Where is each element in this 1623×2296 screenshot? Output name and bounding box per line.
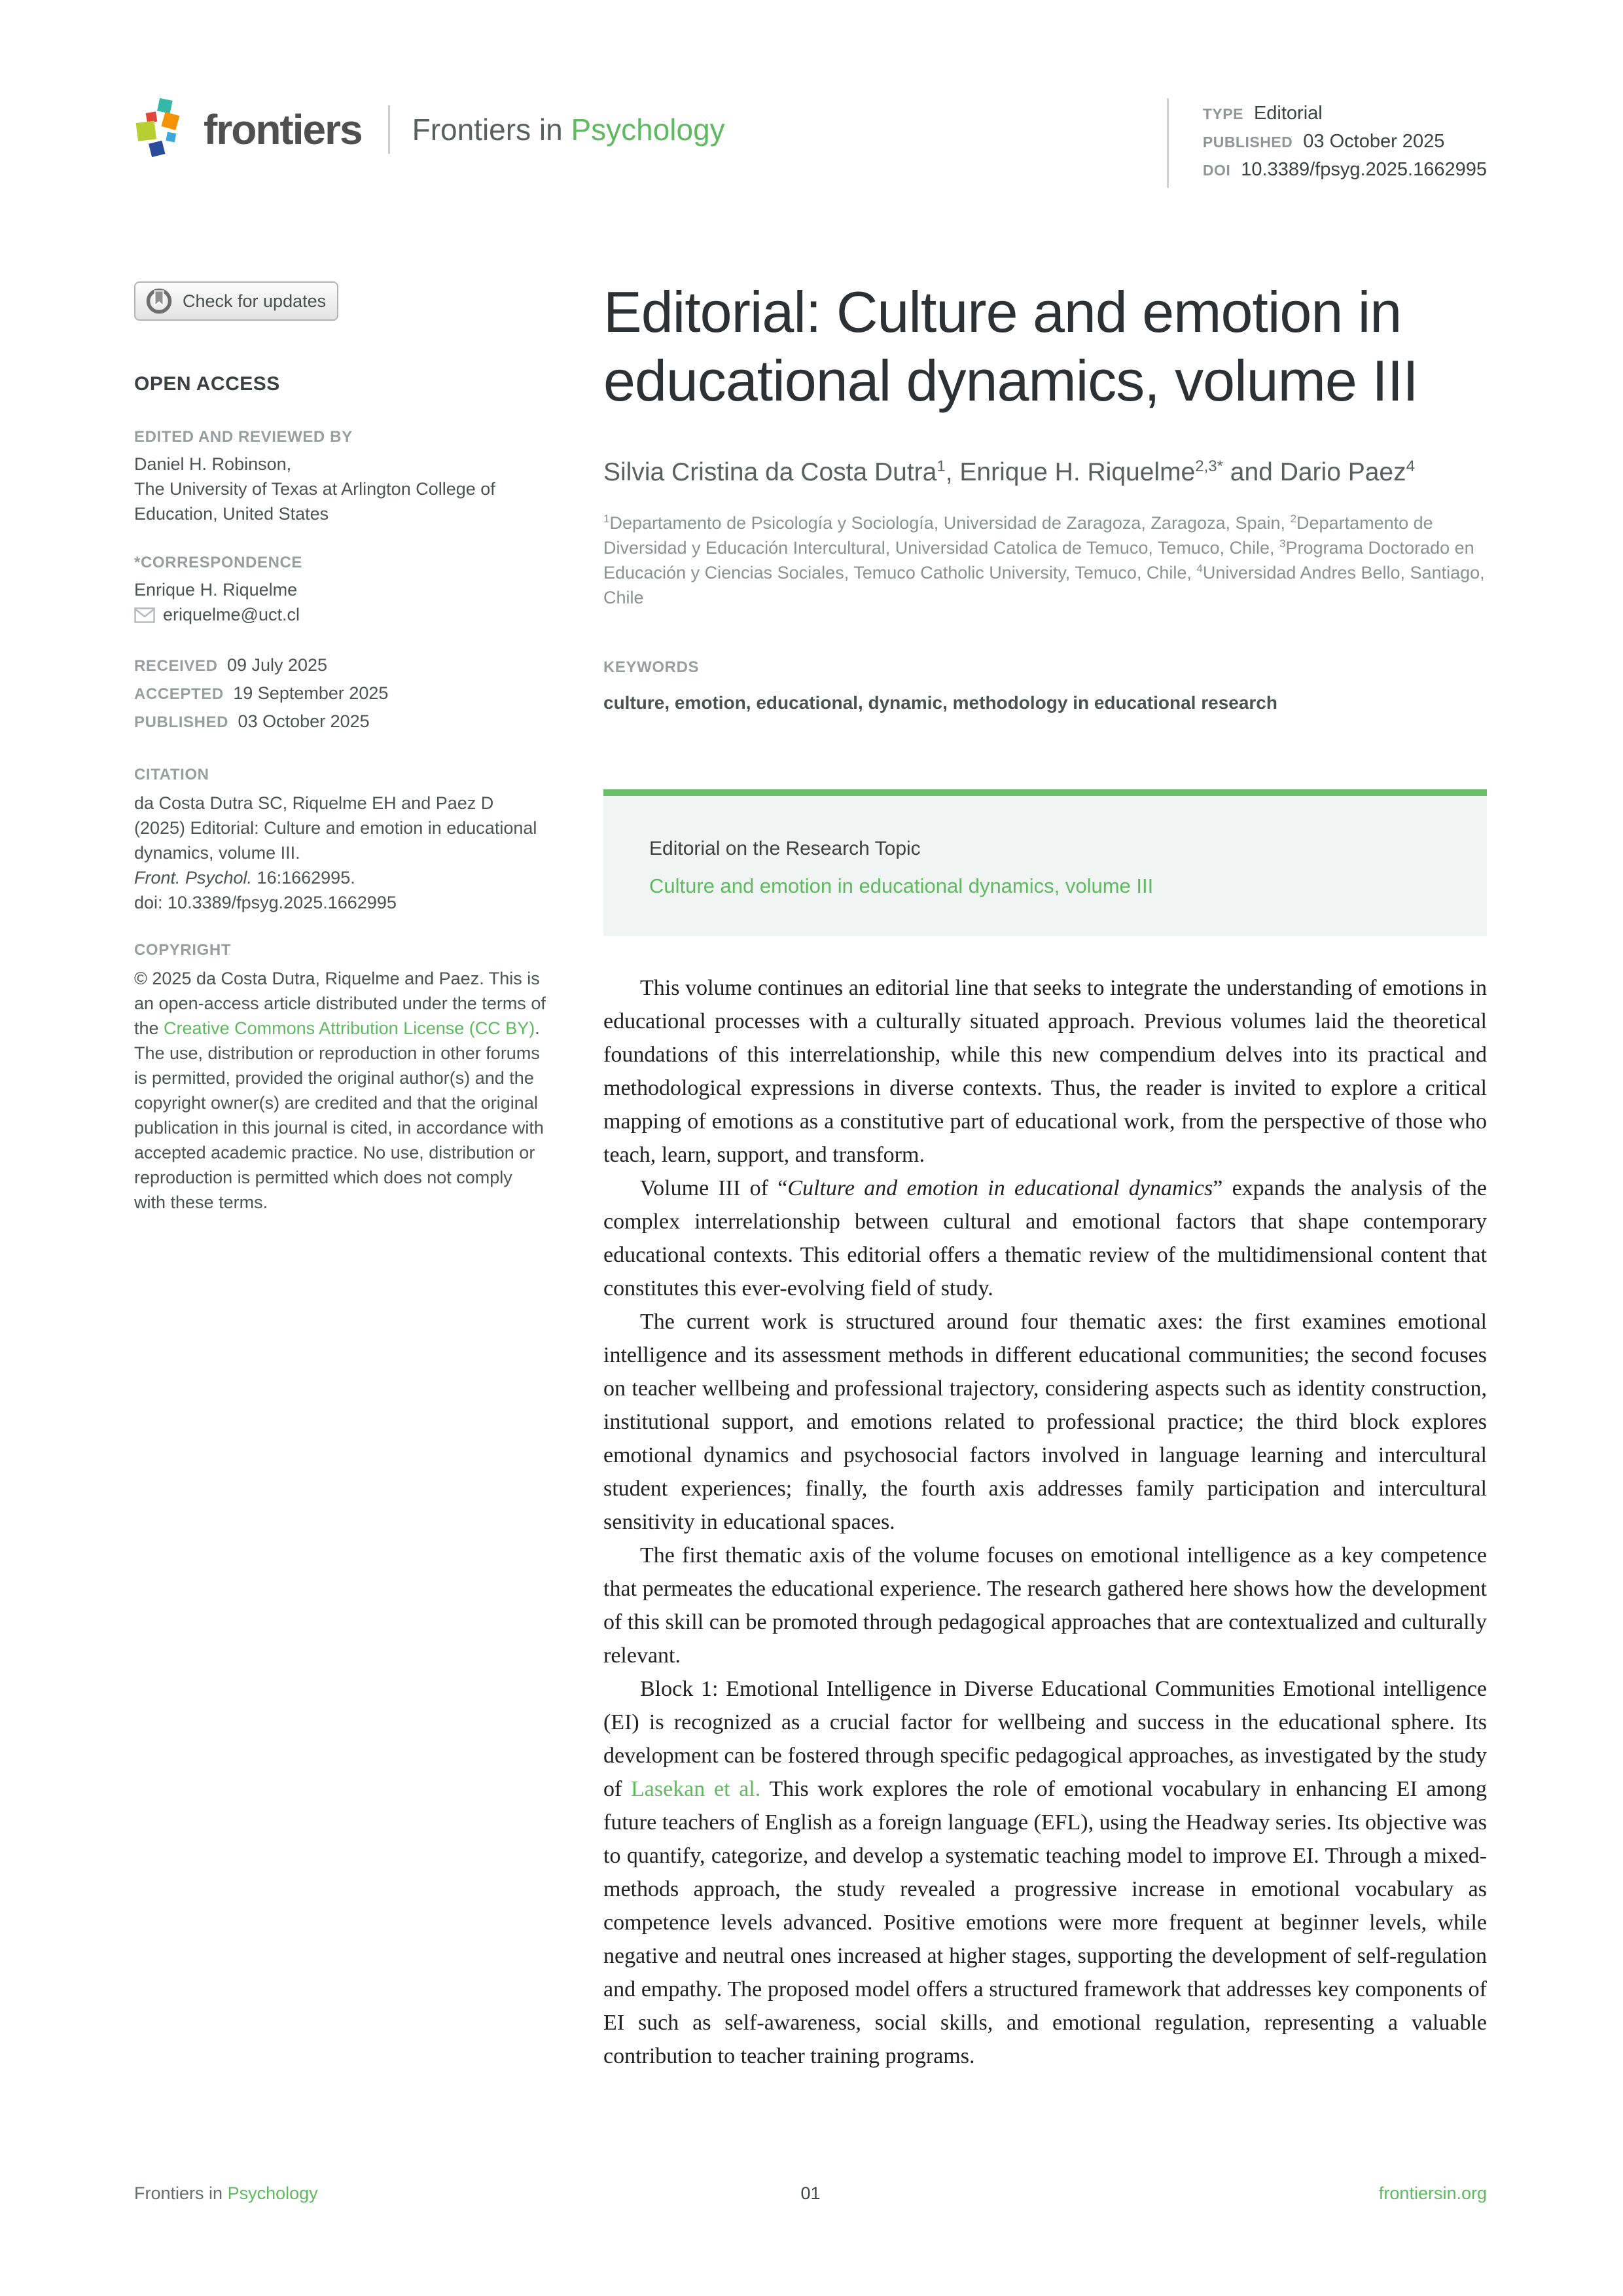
text-segment: 4 (1406, 457, 1415, 475)
correspondence-email-link[interactable]: eriquelme@uct.cl (163, 605, 300, 624)
citation-section (134, 766, 548, 915)
text-segment: Front. Psychol. (134, 868, 253, 888)
text-segment: 2 (1290, 512, 1297, 525)
accepted-value: 19 September 2025 (233, 683, 389, 703)
text-segment: da Costa Dutra SC, Riquelme EH and Paez D (134, 793, 494, 813)
crossmark-icon (145, 287, 173, 315)
text-segment: and Dario Paez (1222, 458, 1406, 486)
keywords-block (603, 658, 1487, 716)
received-row (134, 653, 548, 681)
text-segment: Departamento de Diversidad y Educación Intercultural, Universidad Catolica de Temuco, Temuco, Chile, (603, 513, 1433, 558)
correspondence-label: *CORRESPONDENCE (134, 554, 303, 571)
affiliations (603, 511, 1487, 610)
accepted-row (134, 681, 548, 709)
correspondence-email-row (134, 605, 548, 625)
header-divider (388, 105, 390, 154)
text-segment: Departamento de Psicología y Sociología, Universidad de Zaragoza, Zaragoza, Spain, (609, 513, 1291, 533)
editor-name: Daniel H. Robinson, (134, 454, 292, 474)
citation-label: CITATION (134, 766, 209, 783)
received-label: RECEIVED (134, 657, 218, 675)
text-segment: Block 1: Emotional Intelligence in Diverse Educational Communities Emotional intelligence (EI) is recognized as a crucial factor for wellbeing and success in the educational sphere. Its development can be fostered through specific pedagogical approaches, as investigated by the study of (603, 1677, 1487, 1801)
body-paragraph (603, 1305, 1487, 1539)
text-segment: 2,3* (1195, 457, 1223, 475)
text-segment: This volume continues an editorial line that seeks to integrate the understanding of emotions in educational processes with a culturally situated approach. Previous volumes laid the theoretical foundations of this interrelationship, while this new compendium delves into its practical and methodological expressions in diverse contexts. Thus, the reader is invited to explore a critical mapping of emotions as a constitutive part of educational work, from the perspective of those who teach, learn, support, and transform. (603, 976, 1487, 1167)
open-access-heading: OPEN ACCESS (134, 373, 280, 395)
left-sidebar (134, 281, 548, 1215)
correspondence-name: Enrique H. Riquelme (134, 580, 298, 600)
body-paragraph (603, 1172, 1487, 1305)
text-segment: Volume III of “ (640, 1176, 788, 1200)
copyright-text (134, 966, 548, 1215)
article-meta-block (1167, 98, 1487, 188)
article-title: Editorial: Culture and emotion in educational dynamics, volume III (603, 279, 1418, 413)
text-segment: © 2025 da Costa Dutra, Riquelme and Paez. This is an open-access article distributed under the terms of the (134, 969, 546, 1038)
meta-type-label: TYPE (1202, 105, 1243, 122)
meta-type-value: Editorial (1253, 103, 1323, 124)
correspondence-section (134, 554, 548, 625)
text-segment: ” expands the analysis of the complex interrelationship between cultural and emotional factors that shape contemporary educational contexts. This editorial offers a thematic review of the multidimensional content that constitutes this ever-evolving field of study. (603, 1176, 1487, 1300)
history-dates-section (134, 653, 548, 737)
body-paragraph (603, 1672, 1487, 2073)
meta-doi-value: 10.3389/fpsyg.2025.1662995 (1241, 159, 1487, 180)
text-segment: (2025) Editorial: Culture and emotion in educational dynamics, volume III. (134, 818, 537, 863)
main-column (603, 278, 1487, 2073)
text-segment: Silvia Cristina da Costa Dutra (603, 458, 937, 486)
journal-title-green: Psychology (571, 113, 725, 147)
research-topic-heading: Editorial on the Research Topic (649, 838, 921, 859)
frontiers-cubes-icon (134, 97, 194, 162)
envelope-icon (134, 607, 155, 623)
footer-journal-prefix: Frontiers in (134, 2183, 223, 2203)
check-for-updates-button[interactable] (134, 281, 338, 321)
editor-affiliation: The University of Texas at Arlington College of Education, United States (134, 479, 495, 524)
meta-type-row (1203, 99, 1487, 128)
text-segment: 16:1662995. (252, 868, 355, 888)
page-footer (134, 2183, 1487, 2204)
research-topic-link[interactable]: Culture and emotion in educational dynamics, volume III (649, 874, 1154, 897)
copyright-label: COPYRIGHT (134, 941, 232, 959)
received-value: 09 July 2025 (226, 655, 328, 675)
body-paragraph (603, 971, 1487, 1172)
text-segment: , Enrique H. Riquelme (945, 458, 1196, 486)
text-segment: 1 (603, 512, 610, 525)
citation-text (134, 791, 548, 915)
text-segment: Universidad Andres Bello, Santiago, Chile (603, 563, 1485, 607)
text-segment: The first thematic axis of the volume focuses on emotional intelligence as a key competence that permeates the educational experience. The research gathered here shows how the development of this skill can be promoted through pedagogical approaches that are contextualized and culturally relevant. (603, 1543, 1487, 1668)
text-segment: doi: 10.3389/fpsyg.2025.1662995 (134, 893, 397, 912)
meta-published-row (1203, 128, 1487, 156)
footer-journal-name: Psychology (227, 2183, 318, 2203)
edited-by-section (134, 428, 548, 526)
published-label: PUBLISHED (134, 713, 229, 731)
research-topic-box (603, 789, 1487, 936)
copyright-section (134, 941, 548, 1215)
keywords-text: culture, emotion, educational, dynamic, methodology in educational research (603, 692, 1277, 713)
cc-by-license-link[interactable]: Creative Commons Attribution License (CC BY) (164, 1018, 535, 1038)
published-row (134, 709, 548, 737)
keywords-label: KEYWORDS (603, 658, 700, 676)
article-body (603, 971, 1487, 2073)
accepted-label: ACCEPTED (134, 685, 224, 703)
meta-published-value: 03 October 2025 (1303, 131, 1445, 152)
text-segment: Culture and emotion in educational dynamics (787, 1176, 1213, 1200)
footer-journal (134, 2183, 585, 2204)
journal-name (412, 112, 725, 147)
author-list (603, 452, 1487, 493)
lasekan-citation-link[interactable]: Lasekan et al. (631, 1777, 761, 1801)
journal-prefix: Frontiers in (412, 113, 563, 147)
text-segment: 3 (1279, 537, 1286, 550)
footer-site-link[interactable]: frontiersin.org (1378, 2183, 1487, 2203)
text-segment: The current work is structured around four thematic axes: the first examines emotional intelligence and its assessment methods in different educational communities; the second focuses on teacher wellbeing and professional trajectory, considering aspects such as identity construction, institutional support, and emotions related to professional practice; the third block explores emotional dynamics and psychosocial factors involved in language learning and intercultural student experiences; finally, the fourth axis addresses family participation and intercultural sensitivity in educational spaces. (603, 1310, 1487, 1534)
check-for-updates-label: Check for updates (183, 291, 327, 311)
text-segment: . The use, distribution or reproduction in other forums is permitted, provided the original author(s) and the copyright owner(s) are credited and that the original publication in this journal is cited, in accordance with accepted academic practice. No use, distribution or reproduction is permitted which does not comply with these terms. (134, 1018, 544, 1212)
body-paragraph (603, 1539, 1487, 1672)
logo-wordmark: frontiers (204, 106, 362, 153)
text-segment: Programa Doctorado en Educación y Ciencias Sociales, Temuco Catholic University, Temuco, Chile, (603, 538, 1474, 583)
meta-doi-row (1203, 156, 1487, 184)
text-segment: 4 (1196, 562, 1203, 575)
meta-published-label: PUBLISHED (1202, 134, 1293, 151)
meta-doi-label: DOI (1202, 162, 1231, 179)
text-segment: 1 (936, 457, 946, 475)
text-segment: This work explores the role of emotional vocabulary in enhancing EI among future teachers of English as a foreign language (EFL), using the Headway series. Its objective was to quantify, categorize, and develop a systematic teaching model to improve EI. Through a mixed-methods approach, the study revealed a progressive increase in emotional vocabulary as competence levels advanced. Positive emotions were more frequent at beginner levels, while negative and neutral ones increased at higher stages, supporting the development of self-regulation and empathy. The proposed model offers a structured framework that addresses key components of EI such as self-awareness, social skills, and emotional regulation, representing a valuable contribution to teacher training programs. (603, 1777, 1487, 2068)
page-number: 01 (800, 2183, 821, 2203)
published-value: 03 October 2025 (238, 711, 370, 731)
frontiers-logo (134, 97, 725, 162)
edited-by-label: EDITED AND REVIEWED BY (134, 428, 353, 446)
